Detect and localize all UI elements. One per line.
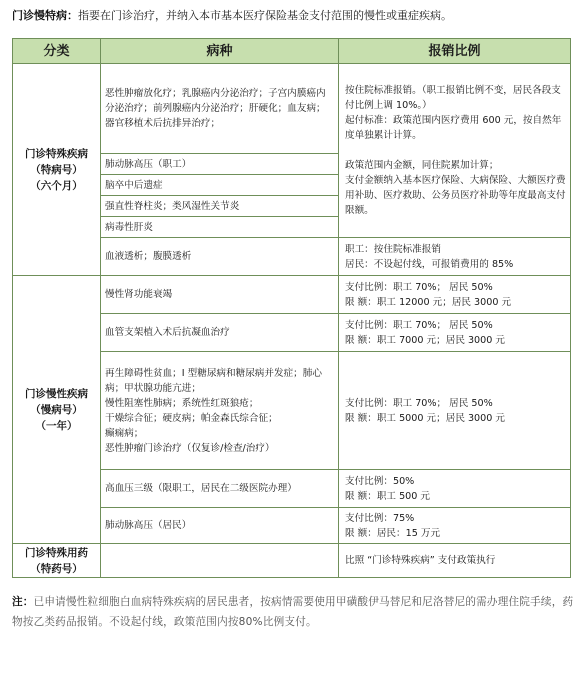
category-code: （特病号） [30, 163, 83, 176]
category-code: （慢病号） [30, 403, 83, 416]
header-category: 分类 [13, 39, 101, 64]
footnote [12, 592, 574, 632]
table-row [13, 276, 571, 314]
intro-paragraph [12, 8, 572, 24]
disease-cell: 慢性肾功能衰竭 [101, 276, 339, 314]
rate-cell: 支付比例：75% 限 额：居民：15 万元 [339, 508, 571, 544]
category-code: （特药号） [30, 562, 83, 575]
intro-label: 门诊慢特病： [12, 9, 78, 22]
rate-cell: 比照 “门诊特殊疾病” 支付政策执行 [339, 544, 571, 578]
category-period: （六个月） [30, 179, 83, 192]
rate-cell: 支付比例：职工 70%； 居民 50% 限 额：职工 12000 元；居民 3000 元 [339, 276, 571, 314]
disease-cell: 肺动脉高压（职工） [101, 154, 339, 175]
table-header-row [13, 39, 571, 64]
disease-cell: 强直性脊柱炎；类风湿性关节炎 [101, 196, 339, 217]
disease-cell: 血液透析；腹膜透析 [101, 238, 339, 276]
category-title: 门诊慢性疾病 [25, 387, 88, 400]
table-row [13, 64, 571, 154]
disease-cell: 恶性肿瘤放化疗；乳腺癌内分泌治疗；子宫内膜癌内分泌治疗；前列腺癌内分泌治疗；肝硬化；血友病；器官移植术后抗排异治疗； [101, 64, 339, 154]
disease-cell: 肺动脉高压（居民） [101, 508, 339, 544]
header-disease: 病种 [101, 39, 339, 64]
rate-cell: 支付比例：职工 70%； 居民 50% 限 额：职工 5000 元；居民 3000 元 [339, 352, 571, 470]
disease-cell: 血管支架植入术后抗凝血治疗 [101, 314, 339, 352]
footnote-text: 已申请慢性粒细胞白血病特殊疾病的居民患者，按病情需要使用甲磺酸伊马替尼和尼洛替尼的需办理住院手续，药物按乙类药品报销。不设起付线，政策范围内按80%比例支付。 [12, 596, 574, 628]
reimbursement-table [12, 38, 571, 578]
disease-cell: 高血压三级（限职工，居民在二级医院办理） [101, 470, 339, 508]
disease-cell: 脑卒中后遗症 [101, 175, 339, 196]
disease-cell [101, 544, 339, 578]
category-special-disease [13, 64, 101, 276]
category-title: 门诊特殊疾病 [25, 147, 88, 160]
disease-cell: 病毒性肝炎 [101, 217, 339, 238]
disease-cell: 再生障碍性贫血；I 型糖尿病和糖尿病并发症；肺心病；甲状腺功能亢进； 慢性阻塞性肺病；系统性红斑狼疮； 干燥综合征；硬皮病；帕金森氏综合征； 癫痫病； 恶性肿瘤门诊治疗（仅复诊/检查/治疗） [101, 352, 339, 470]
category-chronic-disease [13, 276, 101, 544]
rate-cell: 支付比例：50% 限 额：职工 500 元 [339, 470, 571, 508]
rate-cell: 支付比例：职工 70%； 居民 50% 限 额：职工 7000 元；居民 3000 元 [339, 314, 571, 352]
rate-cell: 职工：按住院标准报销 居民：不设起付线，可报销费用的 85% [339, 238, 571, 276]
category-special-drug [13, 544, 101, 578]
header-rate: 报销比例 [339, 39, 571, 64]
footnote-label: 注： [12, 596, 34, 608]
category-title: 门诊特殊用药 [25, 546, 88, 559]
category-period: （一年） [35, 419, 78, 432]
rate-cell: 按住院标准报销。（职工报销比例不变，居民各段支付比例上调 10%。） 起付标准：政策范围内医疗费用 600 元，按自然年度单独累计计算。 政策范围内金额，同住院累加计算； 支付金额纳入基本医疗保险、大病保险、大额医疗费用补助、医疗救助、公务员医疗补助等年度最高支付限额。 [339, 64, 571, 238]
table-row [13, 544, 571, 578]
intro-text: 指要在门诊治疗，并纳入本市基本医疗保险基金支付范围的慢性或重症疾病。 [78, 9, 452, 22]
